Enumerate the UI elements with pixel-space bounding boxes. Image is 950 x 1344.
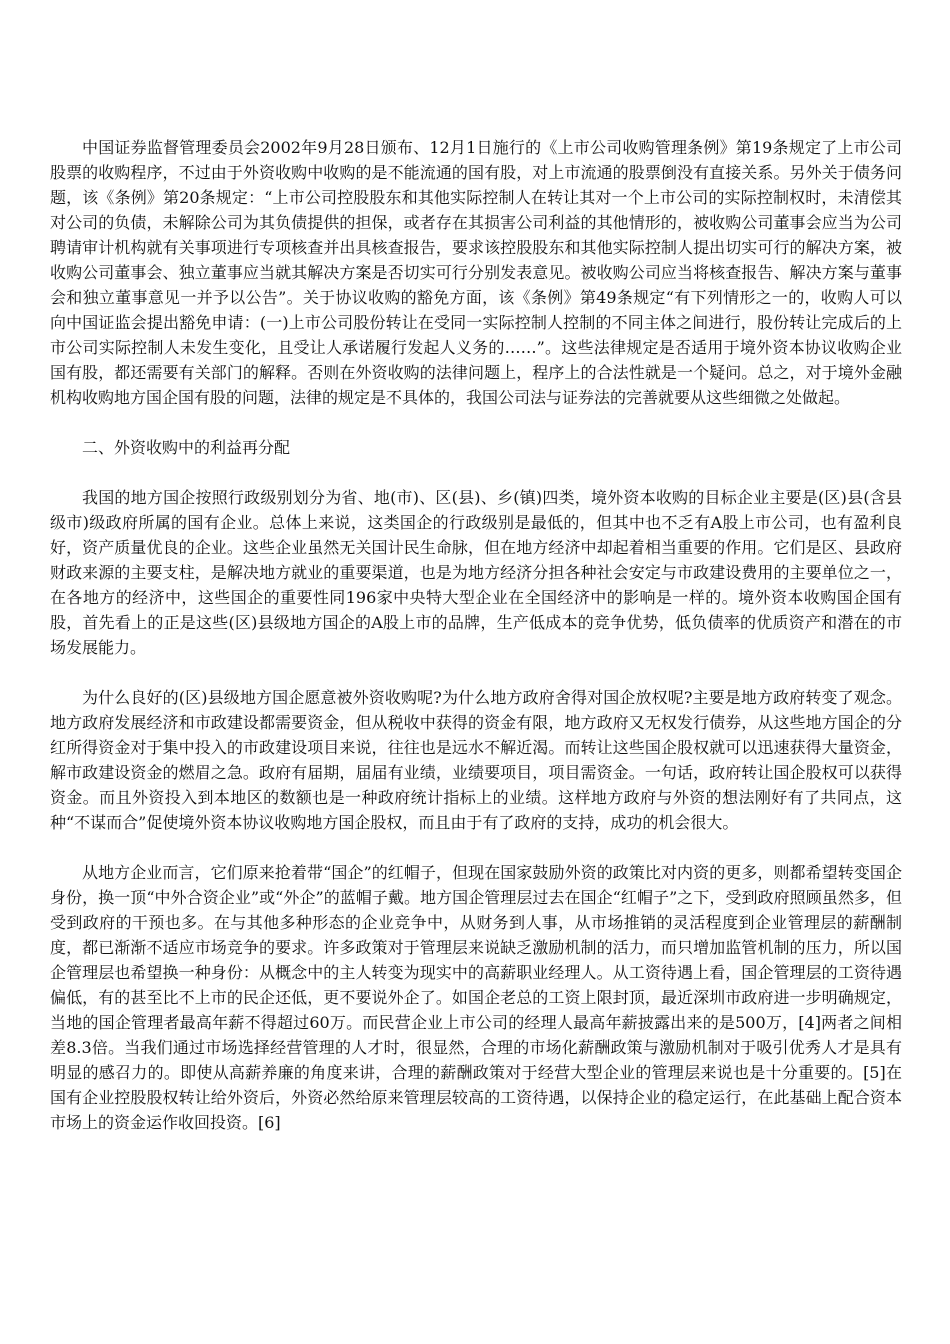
paragraph-gap xyxy=(50,835,902,860)
section-heading: 二、外资收购中的利益再分配 xyxy=(82,438,291,457)
paragraph-gap xyxy=(50,410,902,435)
document-page xyxy=(50,135,902,1135)
paragraph-regulations: 中国证券监督管理委员会2002年9月28日颁布、12月1日施行的《上市公司收购管理条例》第19条规定了上市公司股票的收购程序，不过由于外资收购中收购的是不能流通的国有股，对上市流通的股票倒没有直接关系。另外关于债务问题，该《条例》第20条规定：“上市公司控股股东和其他实际控制人在转让其对一个上市公司的实际控制权时，未清偿其对公司的负债，未解除公司为其负债提供的担保，或者存在其损害公司利益的其他情形的，被收购公司董事会应当为公司聘请审计机构就有关事项进行专项核查并出具核查报告，要求该控股股东和其他实际控制人提出切实可行的解决方案，被收购公司董事会、独立董事应当就其解决方案是否切实可行分别发表意见。被收购公司应当将核查报告、解决方案与董事会和独立董事意见一并予以公告”。关于协议收购的豁免方面，该《条例》第49条规定“有下列情形之一的，收购人可以向中国证监会提出豁免申请：(一)上市公司股份转让在受同一实际控制人控制的不同主体之间进行，股份转让完成后的上市公司实际控制人未发生变化，且受让人承诺履行发起人义务的……”。这些法律规定是否适用于境外资本协议收购企业国有股，都还需要有关部门的解释。否则在外资收购的法律问题上，程序上的合法性就是一个疑问。总之，对于境外金融机构收购地方国企国有股的问题，法律的规定是不具体的，我国公司法与证券法的完善就要从这些细微之处做起。 xyxy=(50,138,902,407)
paragraph-gap xyxy=(50,460,902,485)
paragraph-enterprise-motives: 从地方企业而言，它们原来抢着带“国企”的红帽子，但现在国家鼓励外资的政策比对内资的更多，则都希望转变国企身份，换一顶“中外合资企业”或“外企”的蓝帽子戴。地方国企管理层过去在国企“红帽子”之下，受到政府照顾虽然多，但受到政府的干预也多。在与其他多种形态的企业竞争中，从财务到人事，从市场推销的灵活程度到企业管理层的薪酬制度，都已渐渐不适应市场竞争的要求。许多政策对于管理层来说缺乏激励机制的活力，而只增加监管机制的压力，所以国企管理层也希望换一种身份：从概念中的主人转变为现实中的高薪职业经理人。从工资待遇上看，国企管理层的工资待遇偏低，有的甚至比不上市的民企还低，更不要说外企了。如国企老总的工资上限封顶，最近深圳市政府进一步明确规定，当地的国企管理者最高年薪不得超过60万。而民营企业上市公司的经理人最高年薪披露出来的是500万，[4]两者之间相差8.3倍。当我们通过市场选择经营管理的人才时，很显然，合理的市场化薪酬政策与激励机制对于吸引优秀人才是具有明显的感召力的。即使从高薪养廉的角度来讲，合理的薪酬政策对于经营大型企业的管理层来说也是十分重要的。[5]在国有企业控股股权转让给外资后，外资必然给原来管理层较高的工资待遇，以保持企业的稳定运行，在此基础上配合资本市场上的资金运作收回投资。[6] xyxy=(50,863,902,1132)
paragraph-local-soe: 我国的地方国企按照行政级别划分为省、地(市)、区(县)、乡(镇)四类，境外资本收购的目标企业主要是(区)县(含县级市)级政府所属的国有企业。总体上来说，这类国企的行政级别是最低的，但其中也不乏有A股上市公司，也有盈利良好，资产质量优良的企业。这些企业虽然无关国计民生命脉，但在地方经济中却起着相当重要的作用。它们是区、县政府财政来源的主要支柱，是解决地方就业的重要渠道，也是为地方经济分担各种社会安定与市政建设费用的主要单位之一，在各地方的经济中，这些国企的重要性同196家中央特大型企业在全国经济中的影响是一样的。境外资本收购国企国有股，首先看上的正是这些(区)县级地方国企的A股上市的品牌，生产低成本的竞争优势，低负债率的优质资产和潜在的市场发展能力。 xyxy=(50,488,902,657)
paragraph-government-motives: 为什么良好的(区)县级地方国企愿意被外资收购呢?为什么地方政府舍得对国企放权呢?主要是地方政府转变了观念。地方政府发展经济和市政建设都需要资金，但从税收中获得的资金有限，地方政府又无权发行债券，从这些地方国企的分红所得资金对于集中投入的市政建设项目来说，往往也是远水不解近渴。而转让这些国企股权就可以迅速获得大量资金，解市政建设资金的燃眉之急。政府有届期，届届有业绩，业绩要项目，项目需资金。一句话，政府转让国企股权可以获得资金。而且外资投入到本地区的数额也是一种政府统计指标上的业绩。这样地方政府与外资的想法刚好有了共同点，这种“不谋而合”促使境外资本协议收购地方国企股权，而且由于有了政府的支持，成功的机会很大。 xyxy=(50,688,902,832)
paragraph-gap xyxy=(50,660,902,685)
